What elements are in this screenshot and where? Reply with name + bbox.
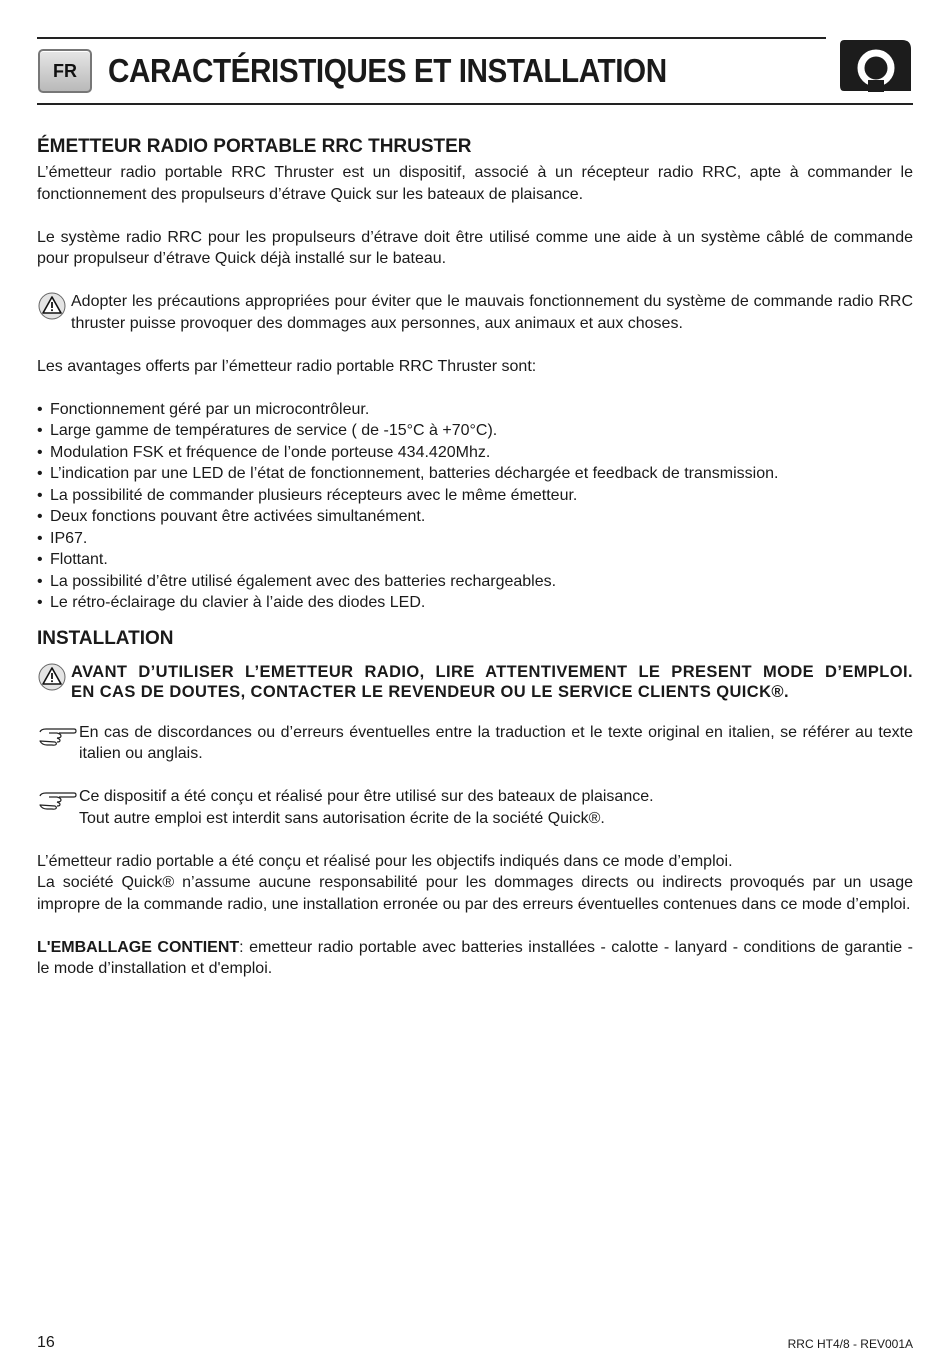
header-rule-top [37, 37, 826, 39]
liability-paragraph: La société Quick® n’assume aucune responsabilité pour les dommages directs ou indirects provoqués par un usage impropre de la commande radio, une installation erronée ou par des erreurs éventuelles contenues dans ce mode d’emploi. [37, 874, 913, 913]
purpose-paragraph: L’émetteur radio portable a été conçu et réalisé pour les objectifs indiqués dans ce mode d’emploi. [37, 852, 733, 870]
list-item: • Modulation FSK et fréquence de l’onde porteuse 434.420Mhz. [37, 443, 491, 461]
package-label: L'EMBALLAGE CONTIENT [37, 938, 240, 956]
system-paragraph: Le système radio RRC pour les propulseurs d’étrave doit être utilisé comme une aide à un système câblé de commande pour propulseur d’étrave Quick déjà installé sur le bateau. [37, 228, 913, 267]
list-item: • La possibilité de commander plusieurs récepteurs avec le même émetteur. [37, 486, 578, 504]
section-heading-installation: INSTALLATION [37, 627, 174, 649]
package-contents: L'EMBALLAGE CONTIENT: emetteur radio portable avec batteries installées - calotte - lanyard - conditions de garantie - le mode d’installation et d'emploi. [37, 938, 913, 977]
main-content [37, 136, 913, 980]
list-item: • L’indication par une LED de l’état de fonctionnement, batteries déchargée et feedback de transmission. [37, 465, 779, 482]
language-badge: FR [38, 49, 92, 93]
list-item: • Deux fonctions pouvant être activées simultanément. [37, 508, 426, 525]
list-item: • La possibilité d’être utilisé également avec des batteries rechargeables. [37, 572, 557, 590]
warning-icon [37, 663, 71, 698]
pointing-hand-icon [37, 788, 79, 817]
usage-note-text: Ce dispositif a été conçu et réalisé pour être utilisé sur des bateaux de plaisance. Tout autre emploi est interdit sans autorisation écrite de la société Quick®. [79, 788, 654, 827]
installation-warning-text: AVANT D’UTILISER L’EMETTEUR RADIO, LIRE ATTENTIVEMENT LE PRESENT MODE D’EMPLOI. EN CAS DE DOUTES, CONTACTER LE REVENDEUR OU LE SERVICE CLIENTS QUICK®. [71, 662, 913, 701]
advantages-list [37, 399, 913, 614]
header-rule-bottom [37, 103, 913, 105]
intro-paragraph: L’émetteur radio portable RRC Thruster est un dispositif, associé à un récepteur radio RRC, apte à commander le fonctionnement des propulseurs d’étrave Quick sur les bateaux de plaisance. [37, 164, 913, 203]
warning-note [37, 291, 913, 334]
list-item: • Le rétro-éclairage du clavier à l’aide des diodes LED. [37, 594, 426, 611]
translation-note-text: En cas de discordances ou d’erreurs éventuelles entre la traduction et le texte original en italien, se référer au texte italien ou anglais. [79, 723, 913, 762]
warning-icon [37, 292, 71, 327]
usage-note [37, 786, 913, 829]
document-reference: RRC HT4/8 - REV001A [787, 1337, 913, 1351]
advantages-intro: Les avantages offerts par l’émetteur radio portable RRC Thruster sont: [37, 357, 537, 375]
page-title: CARACTÉRISTIQUES ET INSTALLATION [108, 52, 667, 89]
section-heading-transmitter: ÉMETTEUR RADIO PORTABLE RRC THRUSTER [37, 136, 472, 157]
list-item: • Large gamme de températures de service ( de -15°C à +70°C). [37, 422, 498, 439]
warning-text: Adopter les précautions appropriées pour éviter que le mauvais fonctionnement du système de commande radio RRC thruster puisse provoquer des dommages aux personnes, aux animaux et aux choses. [71, 293, 913, 332]
quick-logo-icon [838, 38, 913, 93]
list-item: • Flottant. [37, 551, 108, 568]
installation-warning [37, 662, 913, 702]
translation-note [37, 722, 913, 765]
pointing-hand-icon [37, 724, 79, 753]
page-number: 16 [37, 1334, 55, 1351]
list-item: • Fonctionnement géré par un microcontrôleur. [37, 400, 370, 418]
list-item: • IP67. [37, 529, 88, 547]
